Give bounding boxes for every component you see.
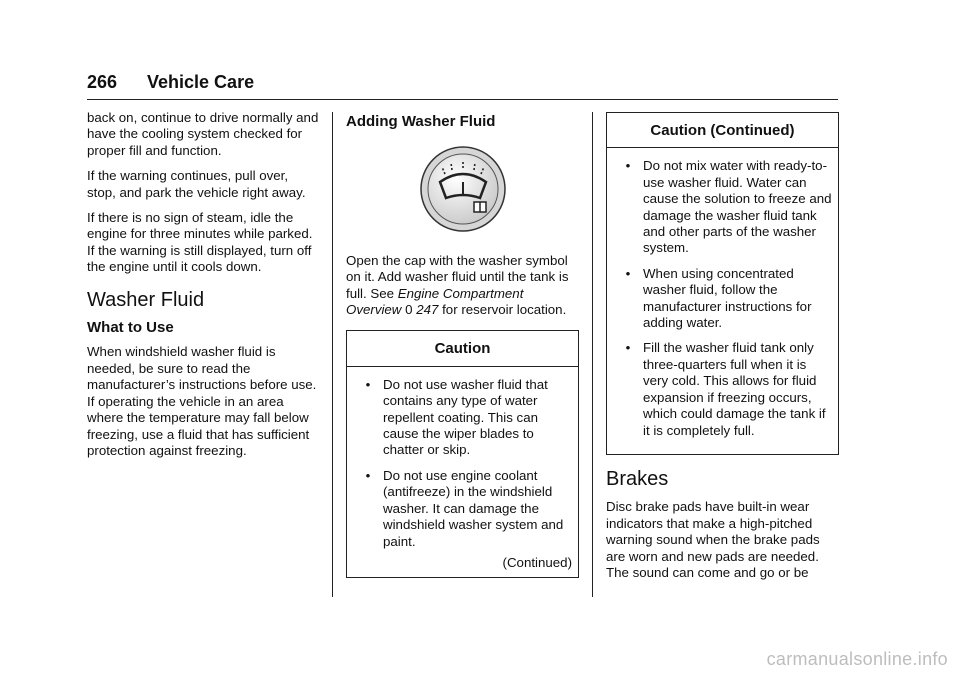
page-ref-number[interactable]: 247 xyxy=(416,302,439,318)
adding-washer-fluid-heading: Adding Washer Fluid xyxy=(346,113,496,130)
paragraph: back on, continue to drive normally and have the cooling system checked for proper fill and function. xyxy=(87,110,319,158)
section-title: Vehicle Care xyxy=(147,72,255,92)
brakes-text: Disc brake pads have built-in wear indicators that make a high-pitched warning sound when the brake pads are worn and new pads are needed. The sound can come and go or be xyxy=(606,499,820,580)
column-divider xyxy=(592,112,593,597)
washer-fluid-heading: Washer Fluid xyxy=(87,288,205,311)
caution-bullet: • Do not use engine coolant (antifreeze) in the windshield washer. It can damage the windshield washer system and paint. xyxy=(365,467,564,549)
caution-continued-box xyxy=(606,112,839,455)
column-2 xyxy=(346,110,579,578)
engine-compartment-link[interactable]: Engine Compartment Overview xyxy=(346,285,524,318)
continued-label: (Continued) xyxy=(502,554,572,570)
page-ref-arrow: 0 xyxy=(405,302,413,318)
caution-bullet: • Do not use washer fluid that contains any type of water repellent coating. This can cause the wiper blades to chatter or skip. xyxy=(365,376,548,458)
column-divider xyxy=(332,112,333,597)
watermark: carmanualsonline.info xyxy=(766,649,948,669)
washer-fluid-symbol-icon xyxy=(418,144,508,234)
caution-continued-title: Caution (Continued) xyxy=(607,113,838,148)
header-rule xyxy=(87,99,838,100)
page-number: 266 xyxy=(87,72,118,92)
what-to-use-text: When windshield washer fluid is needed, be sure to read the manufacturer’s instructions before use. If operating the vehicle in an area where the temperature may fall below freezing, use a fluid that has sufficient protection against freezing. xyxy=(87,344,317,458)
column-1 xyxy=(87,110,319,468)
caution-title: Caution xyxy=(347,331,578,366)
adding-text: Open the cap with the washer symbol on it. Add washer fluid until the tank is full. See Engine Compartment Overview 0 247 for reservoir location. xyxy=(346,252,569,318)
what-to-use-heading: What to Use xyxy=(87,319,174,337)
paragraph: If the warning continues, pull over, stop, and park the vehicle right away. xyxy=(87,168,306,200)
caution-bullet: • Do not mix water with ready-to-use washer fluid. Water can cause the solution to freeze and damage the washer fluid tank and other parts of the washer system. xyxy=(625,158,832,256)
caution-bullet: • When using concentrated washer fluid, follow the manufacturer instructions for adding water. xyxy=(625,265,812,331)
page-header xyxy=(87,72,254,93)
column-3 xyxy=(606,110,839,590)
paragraph: If there is no sign of steam, idle the engine for three minutes while parked. If the warning is still displayed, turn off the engine until it cools down. xyxy=(87,210,313,275)
caution-bullet: • Fill the washer fluid tank only three-quarters full when it is very cold. This allows for fluid expansion if freezing occurs, which could damage the tank if it is completely full. xyxy=(625,340,826,438)
caution-box xyxy=(346,330,579,578)
brakes-heading: Brakes xyxy=(606,467,669,490)
